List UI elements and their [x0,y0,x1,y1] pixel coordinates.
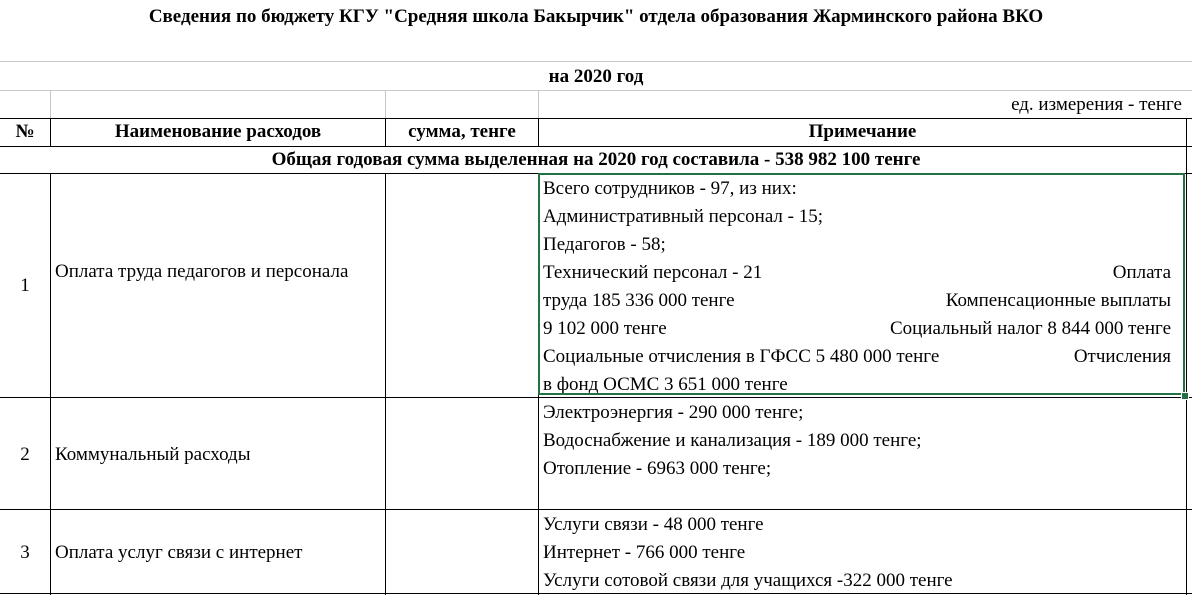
note-text: Социальный налог 8 844 000 тенге [889,318,1171,339]
header-name[interactable]: Наименование расходов [114,121,322,142]
grid-line [0,90,1192,91]
row-3-num[interactable]: 3 [20,542,30,563]
unit-label: ед. измерения - тенге [1011,94,1182,115]
note-line: Интернет - 766 000 тенге [543,542,746,563]
note-text: Технический персонал - 21 [543,262,763,283]
table-border [1186,118,1187,595]
note-line: Отопление - 6963 000 тенге; [543,458,772,479]
row-1-num[interactable]: 1 [20,275,30,296]
header-note[interactable]: Примечание [808,121,917,142]
header-sum[interactable]: сумма, тенге [408,121,516,142]
note-text: Социальные отчисления в ГФСС 5 480 000 тенге [543,346,940,367]
grid-line [50,90,51,118]
table-border [0,509,1192,510]
note-line: в фонд ОСМС 3 651 000 тенге [543,374,788,395]
table-border [50,173,51,595]
row-3-note[interactable] [543,511,1171,595]
note-text: Оплата [1112,262,1171,283]
total-row[interactable]: Общая годовая сумма выделенная на 2020 год составила - 538 982 100 тенге [271,149,921,170]
cell-selection [538,173,1185,395]
row-3-name[interactable]: Оплата услуг связи с интернет [55,542,303,563]
note-line: Услуги сотовой связи для учащихся -322 000 тенге [543,570,953,591]
note-line: Административный персонал - 15; [543,206,824,227]
note-text: 9 102 000 тенге [543,318,667,339]
grid-line [538,90,539,118]
row-2-num[interactable]: 2 [20,444,30,465]
table-border [0,593,1192,594]
note-line: Педагогов - 58; [543,234,666,255]
document-subtitle: на 2020 год [548,66,644,87]
grid-line [385,90,386,118]
note-line: Всего сотрудников - 97, из них: [543,178,797,199]
note-line: Электроэнергия - 290 000 тенге; [543,402,804,423]
row-1-name[interactable]: Оплата труда педагогов и персонала [55,261,349,282]
row-2-note[interactable] [543,399,1171,483]
grid-line [0,61,1192,62]
row-2-name[interactable]: Коммунальный расходы [55,444,251,465]
header-num[interactable]: № [15,121,35,142]
document-title: Сведения по бюджету КГУ "Средняя школа Бакырчик" отдела образования Жарминского района ВКО [148,6,1044,27]
table-border [385,173,386,595]
note-line: Водоснабжение и канализация - 189 000 тенге; [543,430,922,451]
table-border [0,397,1192,398]
note-text: Компенсационные выплаты [945,290,1171,311]
fill-handle[interactable] [1181,392,1189,400]
note-text: Отчисления [1073,346,1171,367]
note-line: Услуги связи - 48 000 тенге [543,514,764,535]
note-text: труда 185 336 000 тенге [543,290,735,311]
